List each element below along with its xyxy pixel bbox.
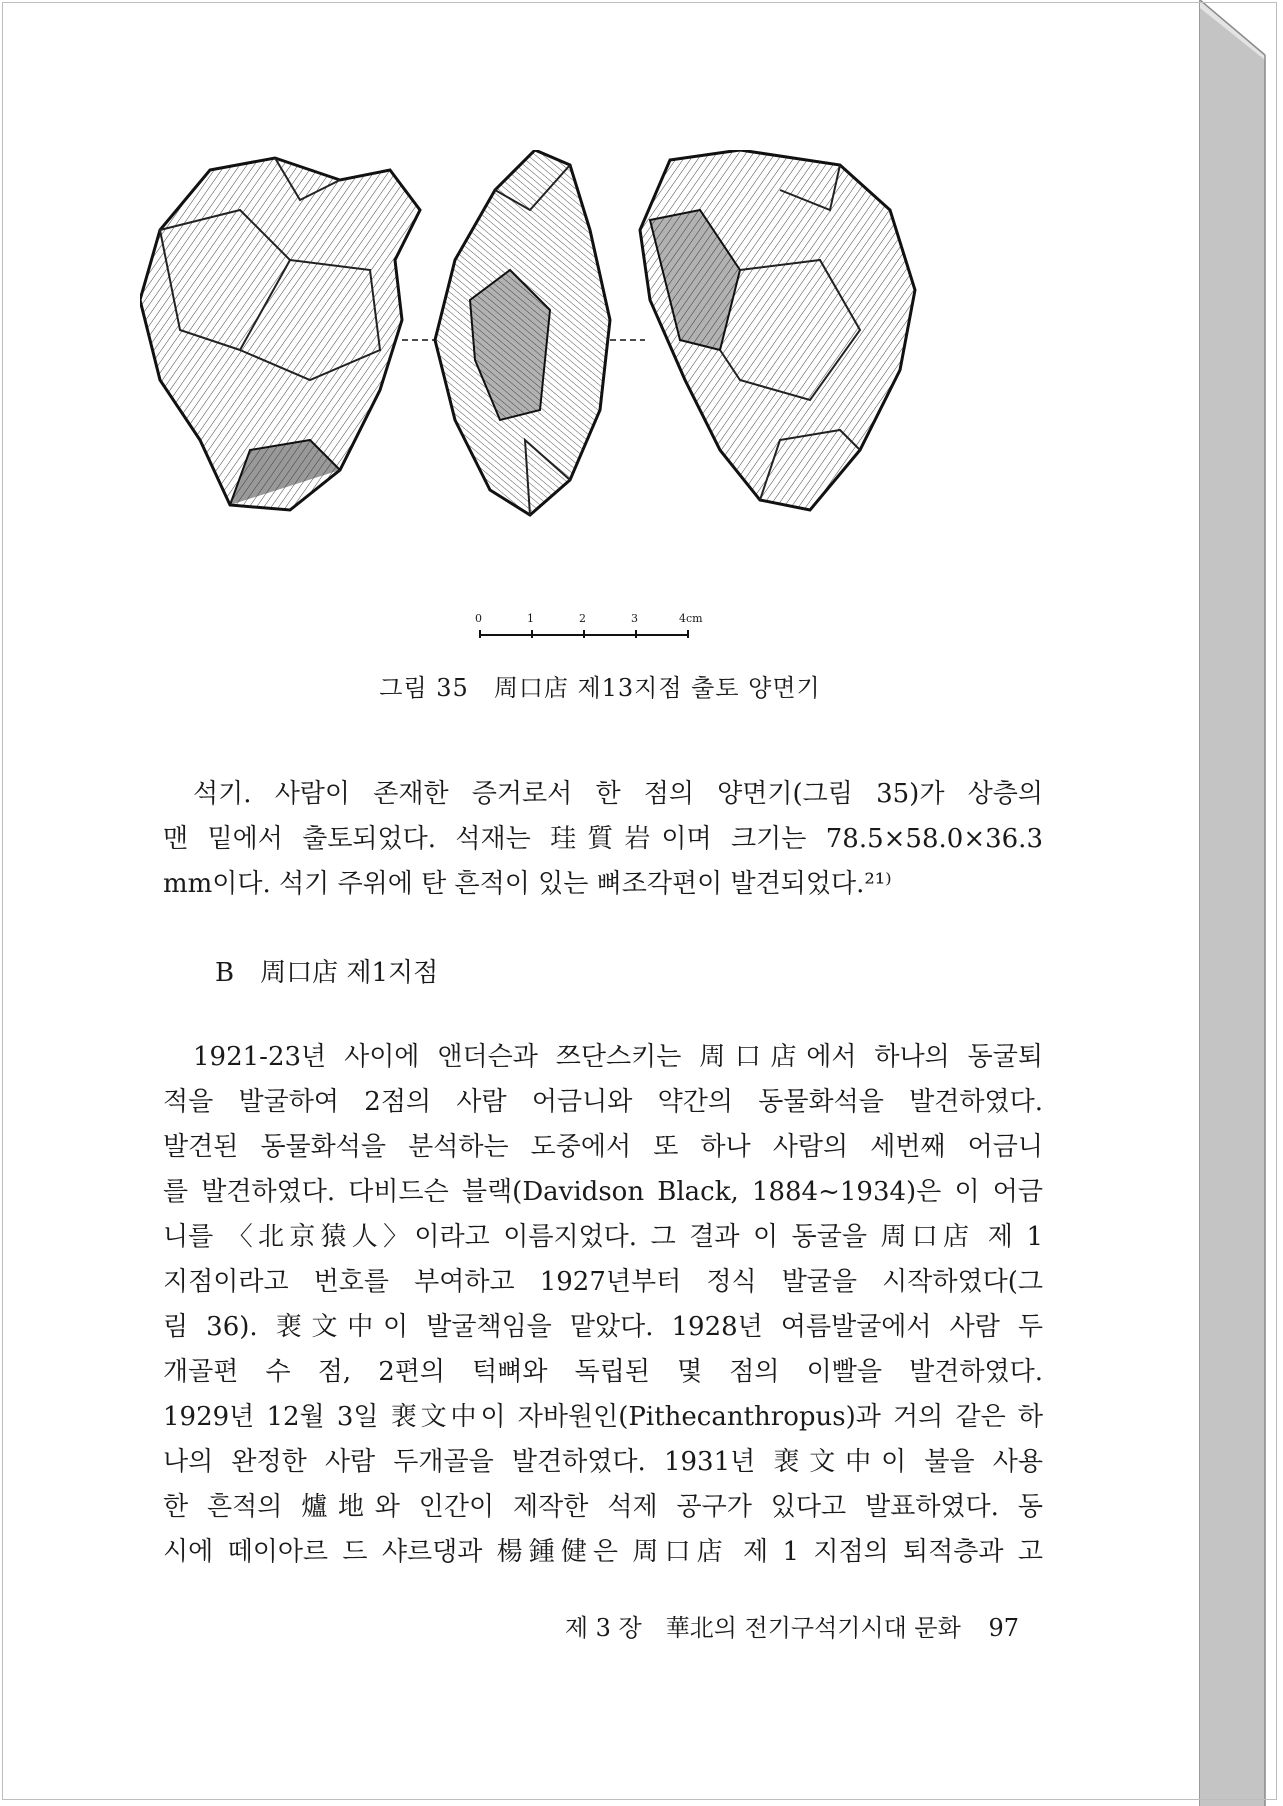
- scale-label-2: 2: [579, 612, 586, 625]
- outer-frame: [2, 2, 1277, 1800]
- text-line: 개골편 수 점, 2편의 턱뼈와 독립된 몇 점의 이빨을 발견하였다.: [163, 1357, 1043, 1387]
- scale-label-4: 4cm: [679, 612, 703, 625]
- scale-label-3: 3: [631, 612, 638, 625]
- text-line: 니를 〈北京猿人〉이라고 이름지었다. 그 결과 이 동굴을 周口店 제 1: [163, 1222, 1043, 1252]
- text-line: 석기. 사람이 존재한 증거로서 한 점의 양면기(그림 35)가 상층의: [193, 779, 1043, 809]
- text-line: 나의 완정한 사람 두개골을 발견하였다. 1931년 裵文中이 불을 사용: [163, 1447, 1043, 1477]
- text-line: 한 흔적의 爐地와 인간이 제작한 석제 공구가 있다고 발표하였다. 동: [163, 1492, 1043, 1522]
- text-line: 발견된 동물화석을 분석하는 도중에서 또 하나 사람의 세번째 어금니: [163, 1132, 1043, 1162]
- text-line: 를 발견하였다. 다비드슨 블랙(Davidson Black, 1884~1934)은 이 어금: [163, 1177, 1043, 1207]
- section-heading: B 周口店 제1지점: [215, 958, 439, 988]
- scale-label-1: 1: [527, 612, 534, 625]
- text-line: 적을 발굴하여 2점의 사람 어금니와 약간의 동물화석을 발견하였다.: [163, 1087, 1043, 1117]
- page-number: 97: [988, 1614, 1019, 1642]
- text-line: 시에 떼이아르 드 샤르댕과 楊鍾健은 周口店 제 1 지점의 퇴적층과 고: [163, 1537, 1043, 1567]
- text-line: mm이다. 석기 주위에 탄 흔적이 있는 뼈조각편이 발견되었다.²¹⁾: [163, 869, 892, 899]
- running-head: 제 3 장 華北의 전기구석기시대 문화: [564, 1614, 961, 1642]
- text-line: 지점이라고 번호를 부여하고 1927년부터 정식 발굴을 시작하였다(그: [163, 1267, 1043, 1297]
- text-line: 1921-23년 사이에 앤더슨과 쯔단스키는 周口店에서 하나의 동굴퇴: [193, 1042, 1043, 1072]
- text-line: 1929년 12월 3일 裵文中이 자바원인(Pithecanthropus)과 거의 같은 하: [163, 1402, 1043, 1432]
- figure-caption: 그림 35 周口店 제13지점 출토 양면기: [379, 674, 821, 702]
- text-line: 림 36). 裵文中이 발굴책임을 맡았다. 1928년 여름발굴에서 사람 두: [163, 1312, 1043, 1342]
- text-line: 맨 밑에서 출토되었다. 석재는 珪質岩이며 크기는 78.5×58.0×36.3: [163, 824, 1043, 854]
- scale-label-0: 0: [475, 612, 482, 625]
